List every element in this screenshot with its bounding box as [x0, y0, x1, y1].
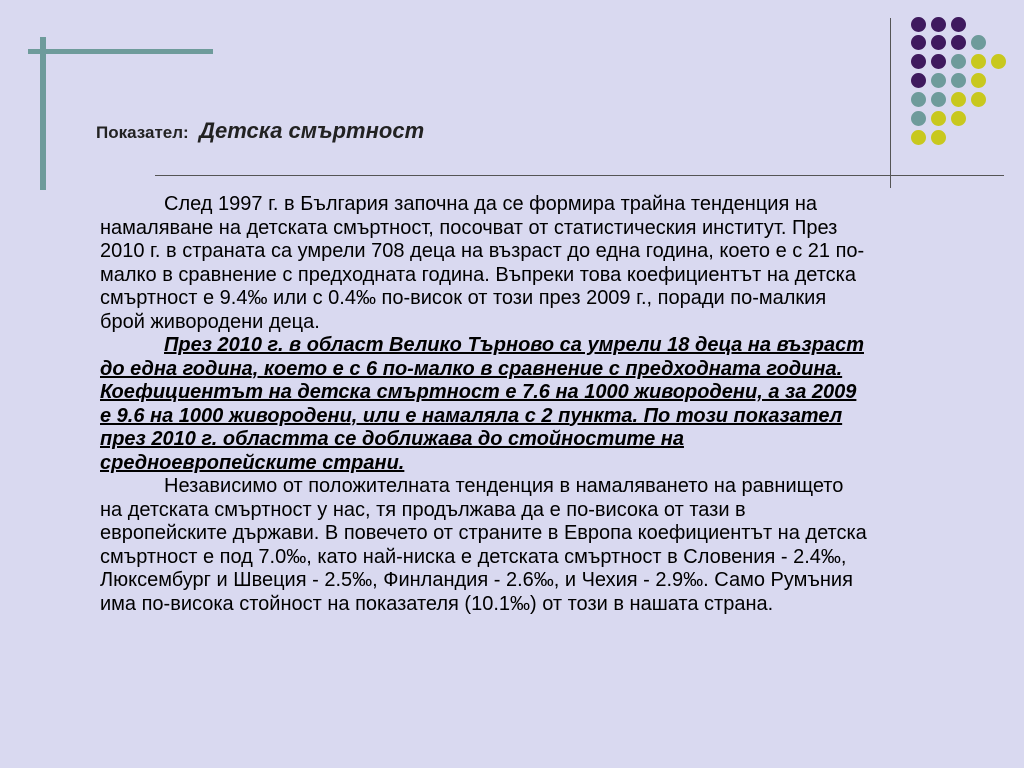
decorative-dot	[931, 111, 946, 126]
decorative-dot	[911, 54, 926, 69]
decorative-dot	[951, 73, 966, 88]
decorative-dot	[931, 35, 946, 50]
decorative-dot	[951, 54, 966, 69]
decorative-dot	[971, 54, 986, 69]
decorative-dot	[931, 54, 946, 69]
decorative-dot	[931, 73, 946, 88]
decorative-dot	[911, 130, 926, 145]
decorative-dot	[951, 35, 966, 50]
decorative-dot	[931, 92, 946, 107]
decorative-divider-vertical	[890, 18, 891, 188]
title-value: Детска смъртност	[199, 118, 425, 143]
paragraph-regional: През 2010 г. в област Велико Търново са умрели 18 деца на възраст до една година, което е с 6 по-малко в сравнение с предходната година. Коефициентът на детска смъртност е 7.6 на 1000 живородени, а за 2009 е 9.6 на 1000 живородени, или е намаляла с 2 пункта. По този показател през 2010 г. областта се доближава до стойностите на средноевропейските страни.	[100, 334, 864, 474]
decorative-dot	[951, 92, 966, 107]
slide-title	[96, 118, 424, 144]
decorative-dot	[971, 92, 986, 107]
decorative-dot	[971, 73, 986, 88]
decorative-dot	[951, 111, 966, 126]
title-label: Показател:	[96, 123, 189, 142]
paragraph-national: След 1997 г. в България започна да се формира трайна тенденция на намаляване на детската смъртност, посочват от статистическия институт. През 2010 г. в страната са умрели 708 деца на възраст до една година, което е с 21 по-малко в сравнение с предходната година. Въпреки това коефициентът на детска смъртност е 9.4‰ или с 0.4‰ по-висок от този през 2009 г., поради по-малкия брой живородени деца.	[100, 193, 865, 333]
decorative-dot	[911, 17, 926, 32]
paragraph-europe: Независимо от положителната тенденция в намаляването на равнището на детската смъртност у нас, тя продължава да е по-висока от тази в европейските държави. В повечето от страните в Европа коефициентът на детска смъртност е под 7.0‰, като най-ниска е детската смъртност в Словения - 2.4‰, Люксембург и Швеция - 2.5‰, Финландия - 2.6‰, и Чехия - 2.9‰. Само Румъния има по-висока стойност на показателя (10.1‰) от този в нашата страна.	[100, 475, 867, 615]
decorative-dot	[911, 35, 926, 50]
decorative-dot	[951, 17, 966, 32]
decorative-dot	[931, 130, 946, 145]
decorative-dot	[911, 111, 926, 126]
decorative-divider-horizontal	[155, 175, 1004, 176]
decorative-dot	[931, 17, 946, 32]
decorative-dot	[911, 73, 926, 88]
slide-body	[100, 193, 870, 616]
decorative-teal-vertical-line	[40, 37, 46, 190]
decorative-dot	[971, 35, 986, 50]
decorative-teal-horizontal-line	[28, 49, 213, 54]
decorative-dot	[911, 92, 926, 107]
decorative-dot	[991, 54, 1006, 69]
